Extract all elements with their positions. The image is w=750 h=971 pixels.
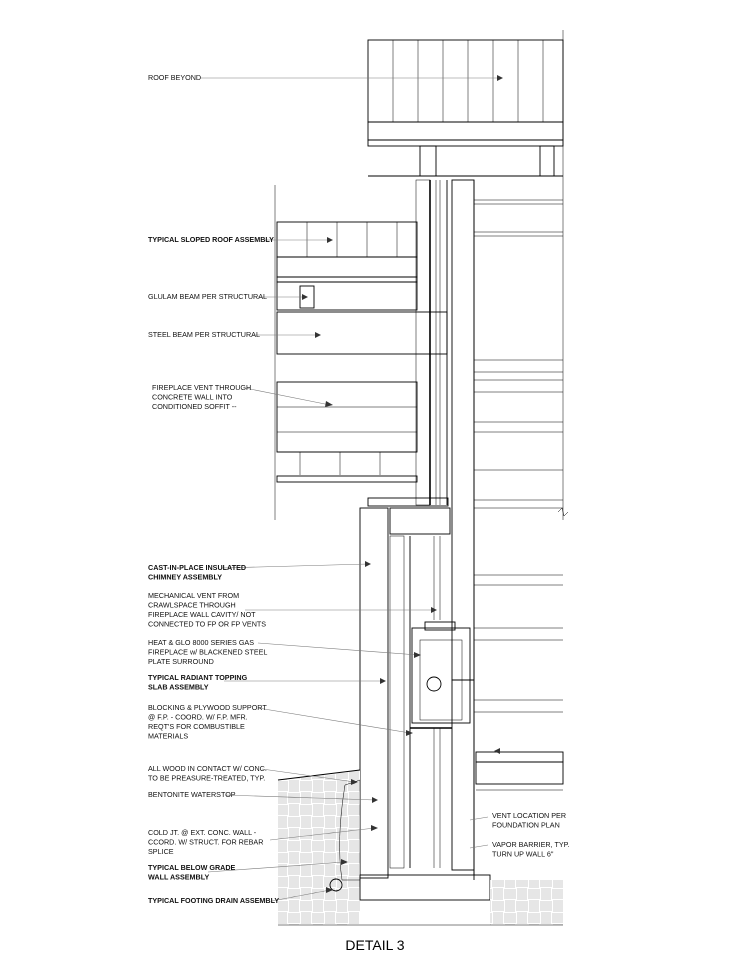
label-steel-beam: STEEL BEAM PER STRUCTURAL: [148, 330, 260, 339]
label-roof-beyond: ROOF BEYOND: [148, 73, 202, 82]
label-heat-glo: HEAT & GLO 8000 SERIES GAS FIREPLACE w/ BLACKENED STEEL PLATE SURROUND: [148, 638, 268, 666]
chimney-upper-graphic: [416, 180, 568, 880]
floor-slab-graphic: [476, 752, 563, 790]
sloped-roof-graphic: [275, 185, 447, 520]
label-sloped-roof: TYPICAL SLOPED ROOF ASSEMBLY: [148, 235, 274, 244]
label-vapor-barrier: VAPOR BARRIER, TYP. TURN UP WALL 6": [492, 840, 570, 859]
detail-title: DETAIL 3: [345, 937, 405, 953]
label-below-grade: TYPICAL BELOW GRADE WALL ASSEMBLY: [148, 863, 236, 882]
chimney-lower-graphic: [360, 498, 474, 878]
label-fp-vent: FIREPLACE VENT THROUGH CONCRETE WALL INTO CONDITIONED SOFFIT --: [152, 383, 252, 411]
label-topping-slab: TYPICAL RADIANT TOPPING SLAB ASSEMBLY: [148, 673, 248, 692]
label-footing-drain: TYPICAL FOOTING DRAIN ASSEMBLY: [148, 896, 280, 905]
label-blocking: BLOCKING & PLYWOOD SUPPORT @ F.P. - COORD. W/ F.P. MFR. REQT'S FOR COMBUSTIBLE MATERIALS: [148, 703, 267, 741]
label-wood-conc: ALL WOOD IN CONTACT W/ CONC. TO BE PREASURE-TREATED, TYP.: [148, 764, 267, 783]
label-glulam: GLULAM BEAM PER STRUCTURAL: [148, 292, 268, 301]
label-vent-location: VENT LOCATION PER FOUNDATION PLAN: [492, 811, 567, 830]
label-mech-vent: MECHANICAL VENT FROM CRAWLSPACE THROUGH FIREPLACE WALL CAVITY/ NOT CONNECTED TO FP OR FP VENTS: [148, 591, 267, 629]
label-cold-jt: COLD JT. @ EXT. CONC. WALL - CCORD. W/ STRUCT. FOR REBAR SPLICE: [148, 828, 264, 856]
roof-beyond-graphic: [368, 30, 563, 520]
label-chimney: CAST-IN-PLACE INSULATED CHIMNEY ASSEMBLY: [148, 563, 247, 582]
label-bentonite: BENTONITE WATERSTOP: [148, 790, 236, 799]
